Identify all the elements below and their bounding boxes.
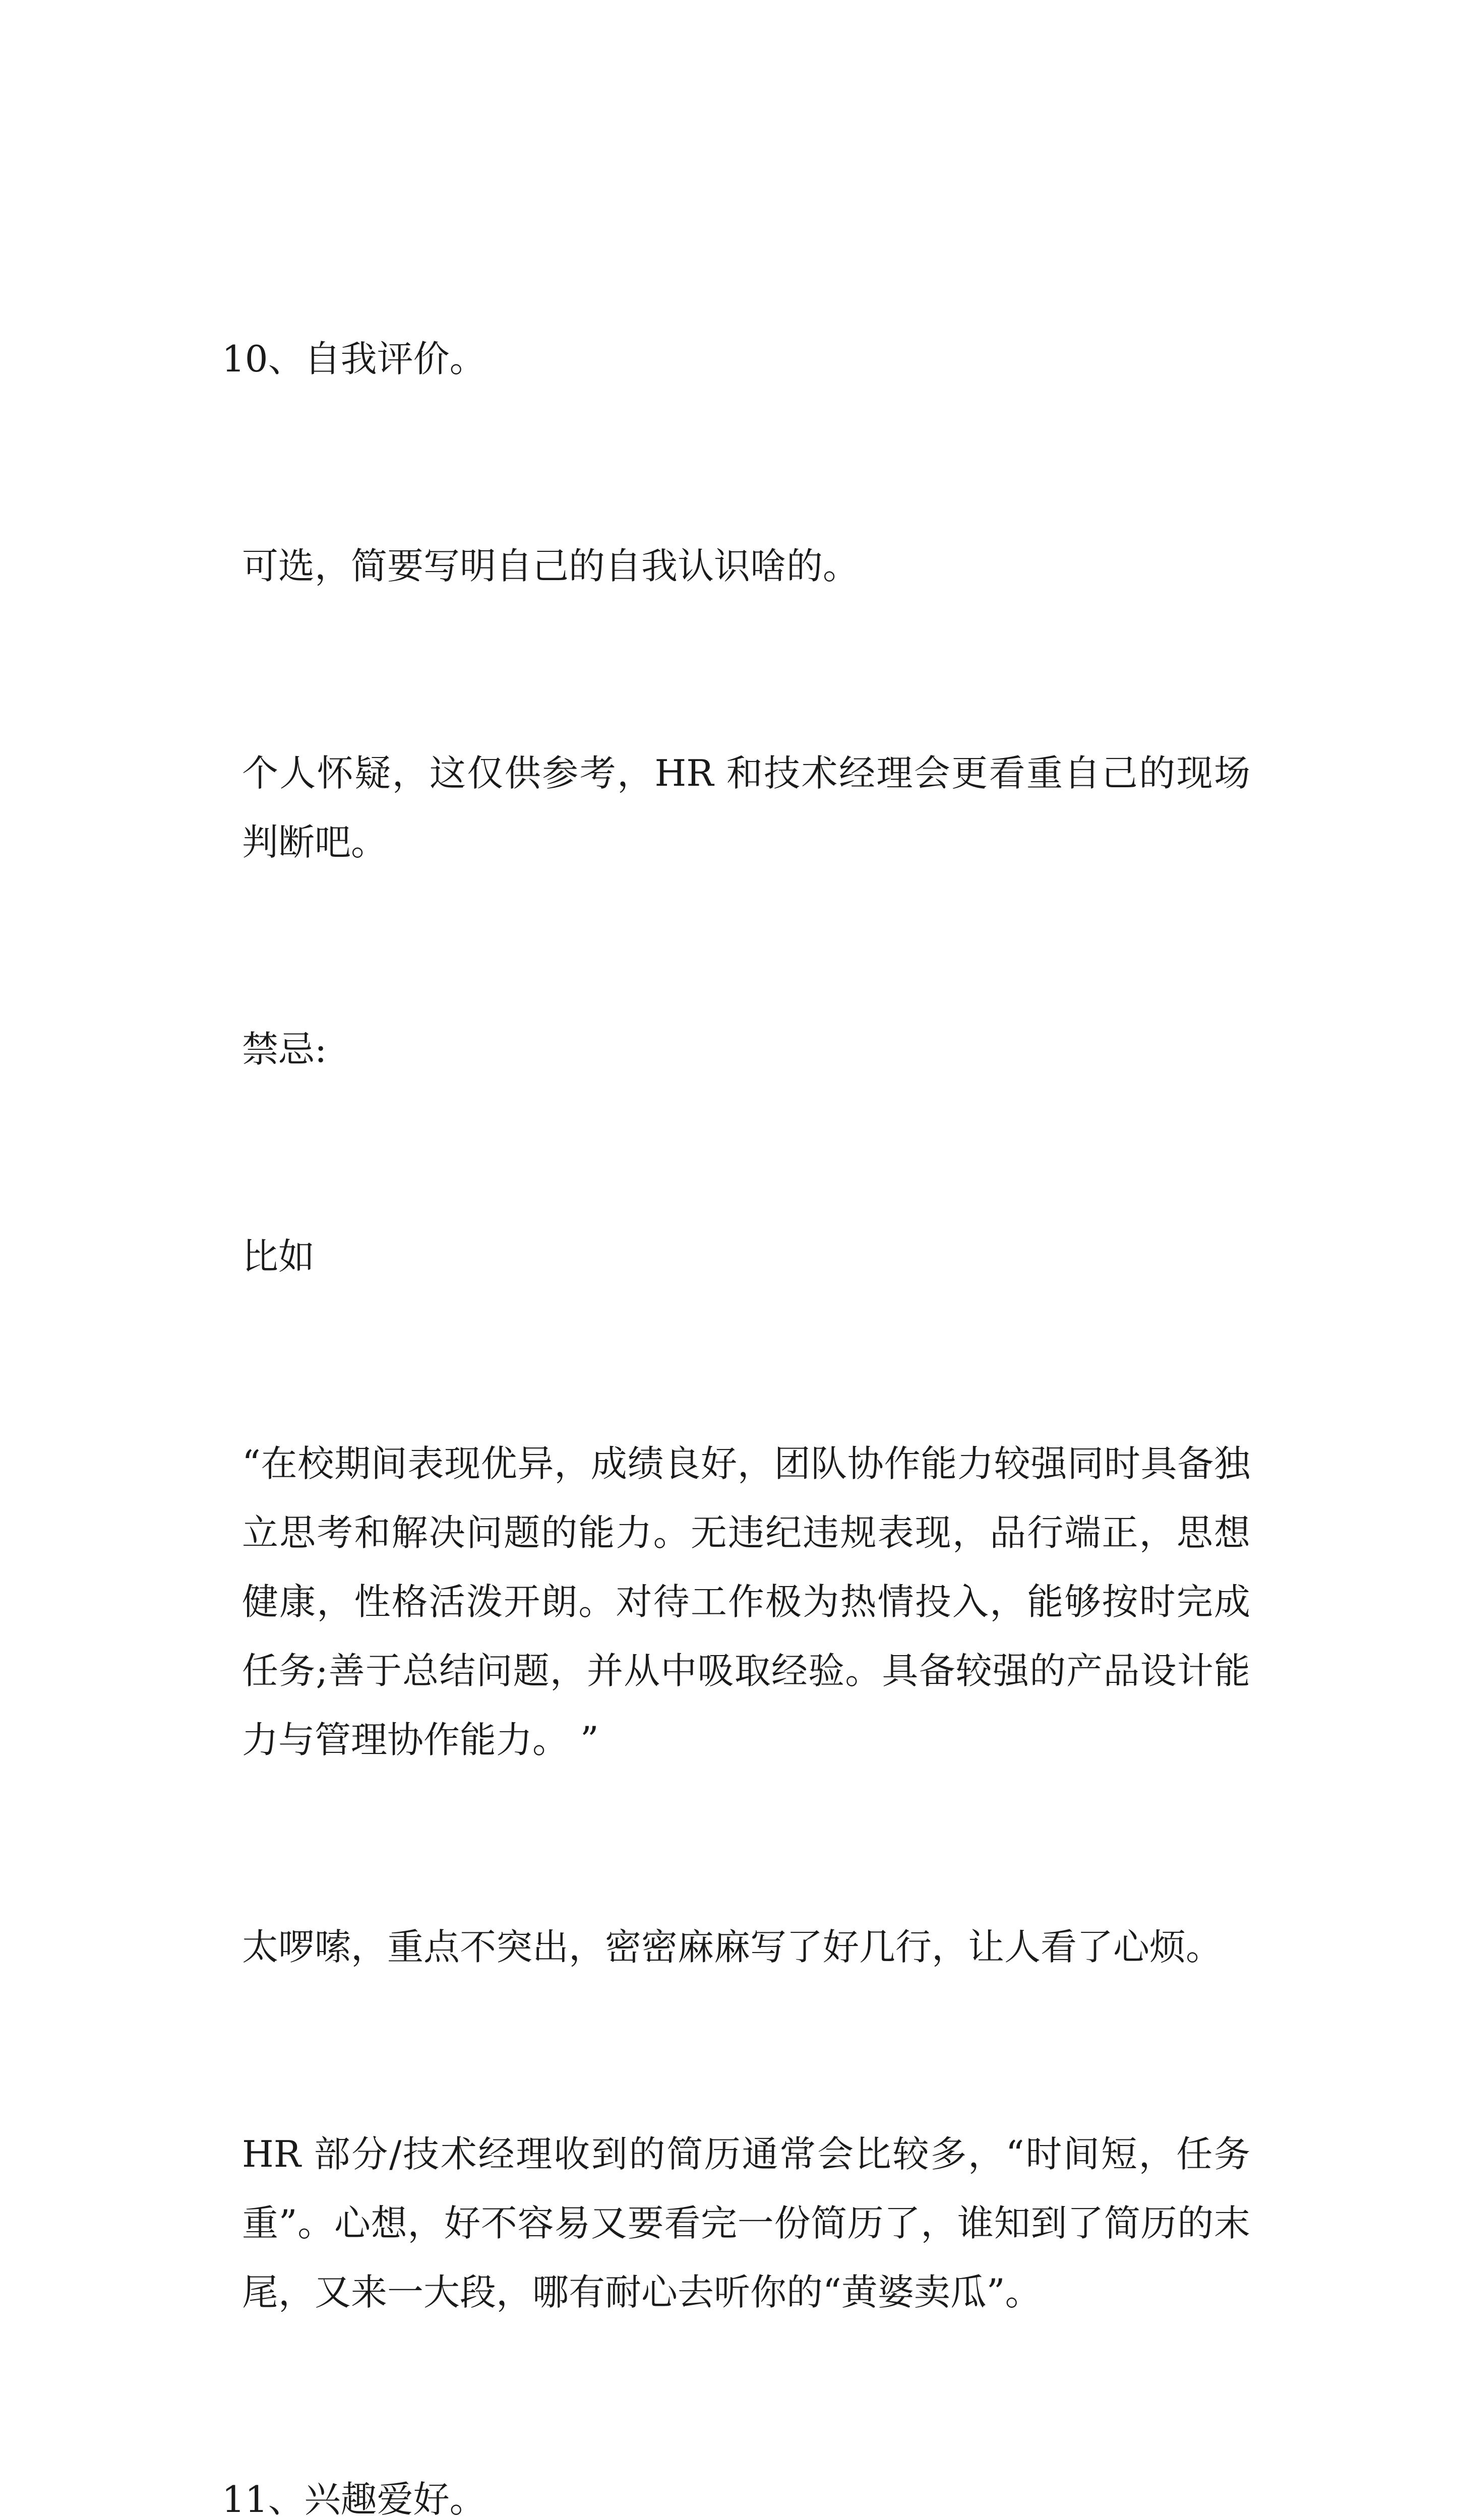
paragraph: 禁忌: — [242, 1028, 327, 1070]
document-body — [222, 186, 1250, 2520]
paragraph: 比如 — [242, 1235, 315, 1278]
heading-self-evaluation: 10、自我评价。 — [222, 338, 486, 380]
paragraph: 个人怀疑，这仅供参考，HR 和技术经理会更看重自己的现场判断吧。 — [242, 752, 1250, 863]
heading-hobbies: 11、兴趣爱好。 — [222, 2478, 486, 2520]
paragraph: HR 部分/技术经理收到的简历通常会比较多，“时间短，任务重”。心想，好不容易又要看完一份简历了，谁知到了简历的末尾，又来一大段，哪有耐心去听你的“黄婆卖瓜”。 — [242, 2133, 1250, 2313]
paragraph: 可选，简要写明自己的自我认识啥的。 — [242, 545, 860, 587]
quote-paragraph: “在校期间表现优异，成绩良好，团队协作能力较强同时具备独立思考和解决问题的能力。无违纪违规表现，品行端正，思想健康，性格活泼开朗。对待工作极为热情投入，能够按时完成任务;善于总结问题，并从中吸取经验。具备较强的产品设计能力与管理协作能力。 ” — [242, 1442, 1250, 1761]
paragraph: 太啰嗦，重点不突出，密密麻麻写了好几行，让人看了心烦。 — [242, 1926, 1223, 1968]
